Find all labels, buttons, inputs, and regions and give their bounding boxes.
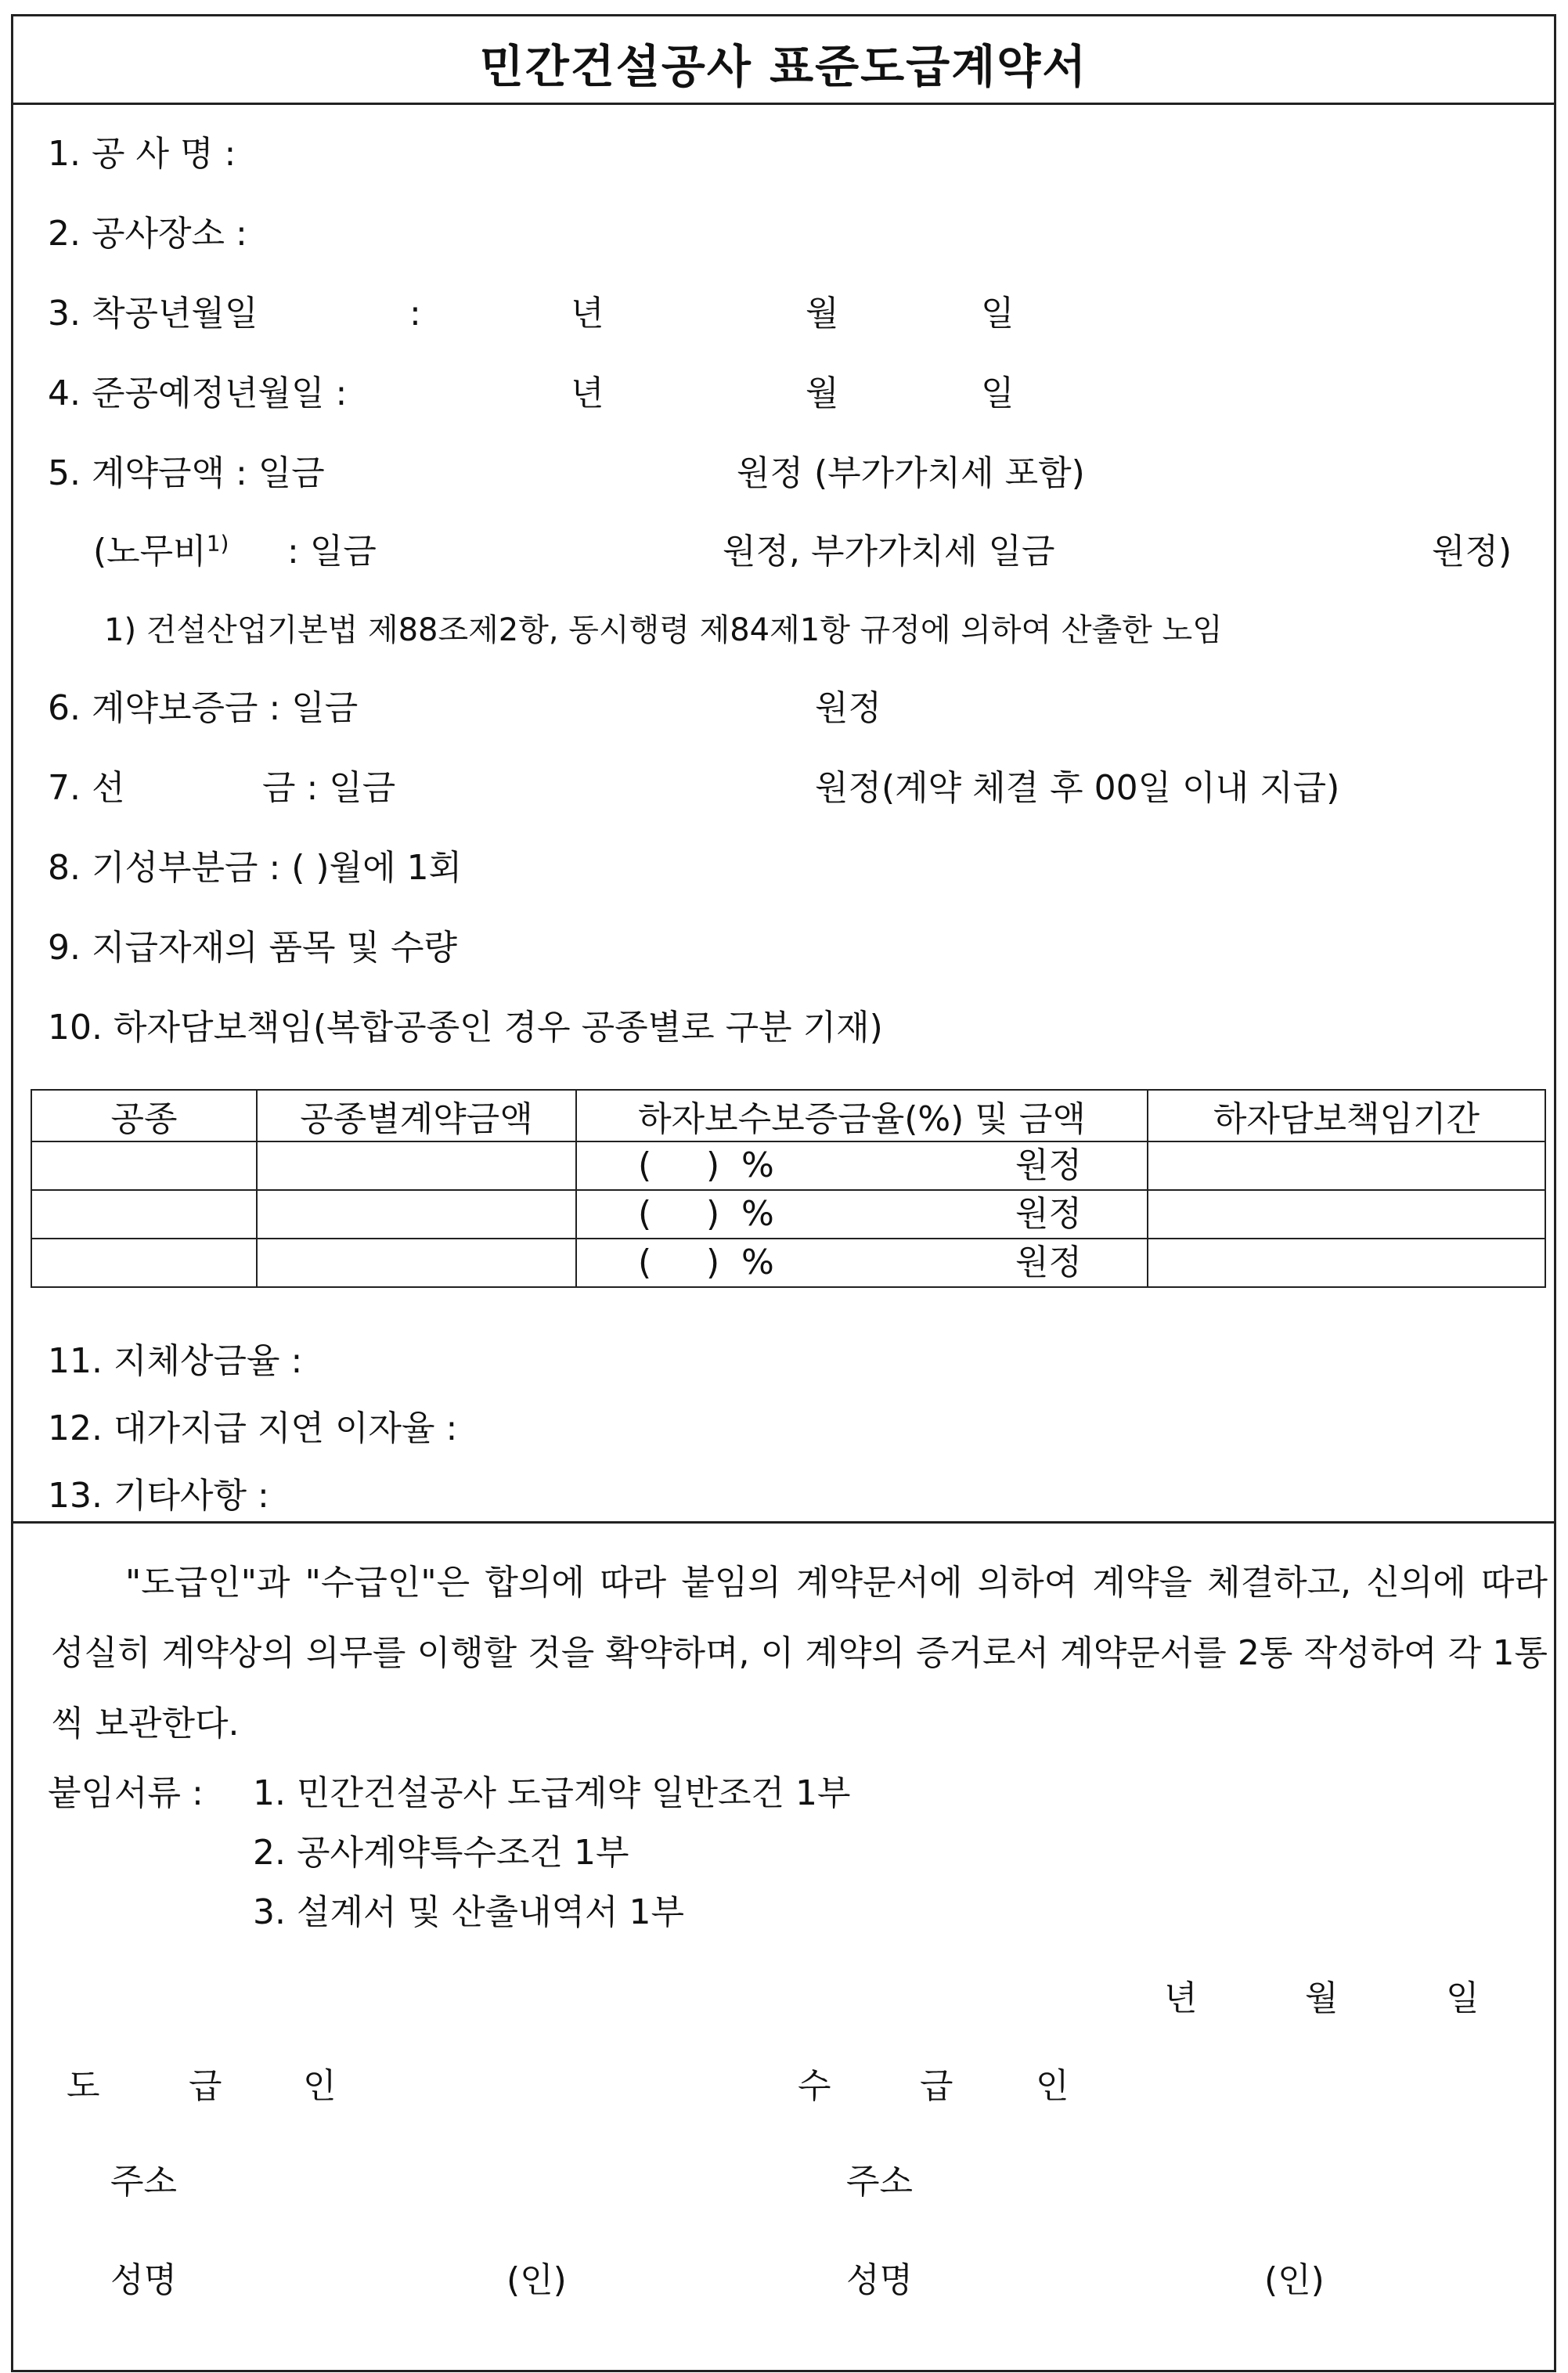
field-progress-payment: 8. 기성부분금 : ( )월에 1회 — [48, 848, 463, 888]
completion-date-label: 4. 준공예정년월일 : — [48, 373, 348, 413]
section-divider — [13, 1521, 1554, 1524]
paren-open: ( — [638, 1194, 652, 1234]
parties-name-row — [13, 2259, 1555, 2303]
contractor-name-label: 성명 — [110, 2260, 178, 2300]
field-contract-deposit — [48, 687, 1535, 730]
labor-cost-won-vat: 원정, 부가가치세 일금 — [723, 532, 1055, 572]
cell-liability-period[interactable] — [1148, 1190, 1545, 1239]
contract-amount-won: 원정 (부가가치세 포함) — [737, 453, 1085, 493]
paren-close: ) — [706, 1242, 720, 1282]
cell-liability-period[interactable] — [1148, 1239, 1545, 1287]
start-date-day: 일 — [981, 294, 1015, 334]
start-date-month: 월 — [806, 294, 839, 334]
title-divider — [13, 103, 1554, 105]
labor-cost-label: (노무비$^{1)}$ — [93, 530, 229, 572]
contractor-title-char-3: 인 — [303, 2066, 337, 2106]
advance-payment-label: 7. 선 — [48, 768, 125, 808]
won-label: 원정 — [1015, 1145, 1083, 1185]
attachments-label: 붙임서류 : — [48, 1773, 204, 1813]
start-date-colon: : — [409, 294, 421, 334]
percent-sign: % — [741, 1145, 774, 1185]
header-liability-period: 하자담보책임기간 — [1148, 1090, 1545, 1141]
field-contract-amount — [48, 452, 1535, 496]
subcontractor-title-char-1: 수 — [798, 2066, 831, 2106]
table-row — [31, 1239, 1545, 1287]
field-defect-liability: 10. 하자담보책임(복합공종인 경우 공종별로 구분 기재) — [48, 1008, 883, 1048]
completion-date-year: 년 — [571, 373, 604, 413]
header-warranty-rate: 하자보수보증금율(%) 및 금액 — [576, 1090, 1148, 1141]
attachment-item-3: 3. 설계서 및 산출내역서 1부 — [253, 1892, 684, 1932]
signing-date-day: 일 — [1446, 1978, 1480, 2018]
parties-address-row — [13, 2160, 1555, 2204]
subcontractor-name-label: 성명 — [846, 2260, 914, 2300]
signing-date-month: 월 — [1305, 1978, 1339, 2018]
table-row — [31, 1190, 1545, 1239]
won-label: 원정 — [1015, 1242, 1083, 1282]
defect-liability-table — [31, 1089, 1546, 1288]
field-delay-penalty: 11. 지체상금율 : — [48, 1341, 303, 1381]
field-start-date — [48, 292, 1535, 336]
attachment-item-1: 1. 민간건설공사 도급계약 일반조건 1부 — [253, 1773, 851, 1813]
cell-work-type[interactable] — [31, 1141, 257, 1190]
contract-deposit-won: 원정 — [815, 688, 882, 728]
header-contract-amount: 공종별계약금액 — [257, 1090, 576, 1141]
cell-warranty-rate[interactable] — [576, 1190, 1148, 1239]
footnote-marker: 1) — [206, 530, 229, 557]
start-date-year: 년 — [571, 294, 604, 334]
contract-amount-label: 5. 계약금액 : 일금 — [48, 453, 325, 493]
signing-date-year: 년 — [1164, 1978, 1198, 2018]
labor-cost-amount-label: : 일금 — [287, 532, 377, 572]
labor-cost-end: 원정) — [1432, 532, 1512, 572]
parties-titles — [13, 2065, 1555, 2108]
table-row — [31, 1141, 1545, 1190]
contractor-title-char-1: 도 — [67, 2066, 100, 2106]
field-supplied-materials: 9. 지급자재의 품목 및 수량 — [48, 928, 457, 968]
field-completion-date — [48, 372, 1535, 416]
completion-date-month: 월 — [806, 373, 839, 413]
advance-payment-won: 원정(계약 체결 후 00일 이내 지급) — [815, 768, 1340, 808]
agreement-paragraph: "도급인"과 "수급인"은 합의에 따라 붙임의 계약문서에 의하여 계약을 체결하고, 신의에 따라 성실히 계약상의 의무를 이행할 것을 확약하며, 이 계약의 증거로서 계약문서를 2통 작성하여 각 1통씩 보관한다. — [51, 1563, 1548, 1744]
document-title: 민간건설공사 표준도급계약서 — [479, 40, 1088, 93]
cell-liability-period[interactable] — [1148, 1141, 1545, 1190]
cell-warranty-rate[interactable] — [576, 1239, 1148, 1287]
cell-work-type[interactable] — [31, 1239, 257, 1287]
cell-warranty-rate[interactable] — [576, 1141, 1148, 1190]
table-header-row — [31, 1090, 1545, 1141]
contractor-seal: (인) — [506, 2260, 567, 2300]
percent-sign: % — [741, 1242, 774, 1282]
advance-payment-label-2: 금 : 일금 — [262, 768, 396, 808]
signing-date — [13, 1977, 1555, 2021]
field-advance-payment — [48, 766, 1535, 810]
field-project-name: 1. 공 사 명 : — [48, 134, 236, 174]
paren-open: ( — [638, 1242, 652, 1282]
attachment-item-2: 2. 공사계약특수조건 1부 — [253, 1833, 629, 1873]
field-project-location: 2. 공사장소 : — [48, 214, 247, 254]
header-work-type: 공종 — [31, 1090, 257, 1141]
contractor-address-label: 주소 — [110, 2162, 178, 2202]
percent-sign: % — [741, 1194, 774, 1234]
cell-contract-amount[interactable] — [257, 1190, 576, 1239]
contract-document — [11, 14, 1556, 2372]
field-other-terms: 13. 기타사항 : — [48, 1476, 269, 1516]
cell-contract-amount[interactable] — [257, 1141, 576, 1190]
field-payment-delay-interest: 12. 대가지급 지연 이자율 : — [48, 1408, 458, 1448]
completion-date-day: 일 — [981, 373, 1015, 413]
won-label: 원정 — [1015, 1194, 1083, 1234]
paren-close: ) — [706, 1145, 720, 1185]
cell-contract-amount[interactable] — [257, 1239, 576, 1287]
start-date-label: 3. 착공년월일 — [48, 294, 258, 334]
field-labor-cost — [93, 530, 1549, 574]
subcontractor-title-char-3: 인 — [1036, 2066, 1069, 2106]
subcontractor-title-char-2: 급 — [920, 2066, 953, 2106]
contract-deposit-label: 6. 계약보증금 : 일금 — [48, 688, 359, 728]
contractor-title-char-2: 급 — [189, 2066, 222, 2106]
cell-work-type[interactable] — [31, 1190, 257, 1239]
subcontractor-seal: (인) — [1264, 2260, 1325, 2300]
labor-footnote: 1) 건설산업기본법 제88조제2항, 동시행령 제84제1항 규정에 의하여 산출한 노임 — [104, 612, 1223, 648]
paren-close: ) — [706, 1194, 720, 1234]
paren-open: ( — [638, 1145, 652, 1185]
subcontractor-address-label: 주소 — [846, 2162, 914, 2202]
